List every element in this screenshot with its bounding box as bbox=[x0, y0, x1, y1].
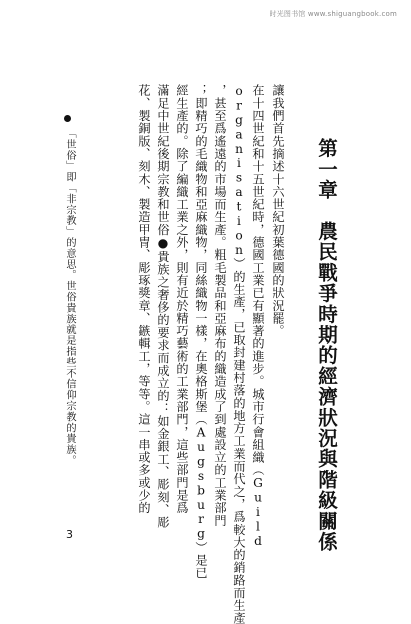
paragraph-line: 讓我們首先摘述十六世紀初葉德國的狀況罷。 bbox=[271, 84, 285, 337]
paragraph-line: 經生產的。除了編織工業之外，則有近於精巧藝術的工業部門，這些部門是爲 bbox=[175, 84, 189, 515]
chapter-title: 第一章 農民戰爭時期的經濟狀況與階級關係 bbox=[315, 138, 338, 552]
page-number: 3 bbox=[66, 528, 73, 541]
paragraph-line: organisation）的生產，已取封建村落的地方工業而代之，爲較大的銷路而生產 bbox=[232, 84, 246, 624]
paragraph-line: ；即精巧的毛織物和亞麻織物，同絲織物一樣，在奧格斯堡（Augsburg）是已 bbox=[194, 84, 208, 580]
footnote-bullet-icon bbox=[64, 115, 71, 122]
paragraph-line: 在十四世紀和十五世紀時，德國工業已有顯著的進步。城市行會組織（Guild bbox=[251, 84, 265, 549]
watermark: 时光图书馆 www.shiguangbook.com bbox=[269, 10, 397, 18]
paragraph-line: ，甚至爲遙遠的市場而生產。粗毛製品和亞麻布的織造成了到處設立的工業部門 bbox=[213, 84, 227, 527]
footnote: 「世俗」即「非宗教」的意思。世俗貴族就是指些不信仰宗教的貴族。 bbox=[64, 128, 75, 466]
paragraph-line: 花、製銅版、刻木、製造甲冑、彫琢獎章、鏃輯工，等等。這一串或多或少的 bbox=[137, 84, 151, 515]
paragraph-line: 滿足中世紀後期宗教和世俗●貴族之奢侈的要求而成立的：如金銀工、彫刻、彫 bbox=[156, 84, 170, 529]
